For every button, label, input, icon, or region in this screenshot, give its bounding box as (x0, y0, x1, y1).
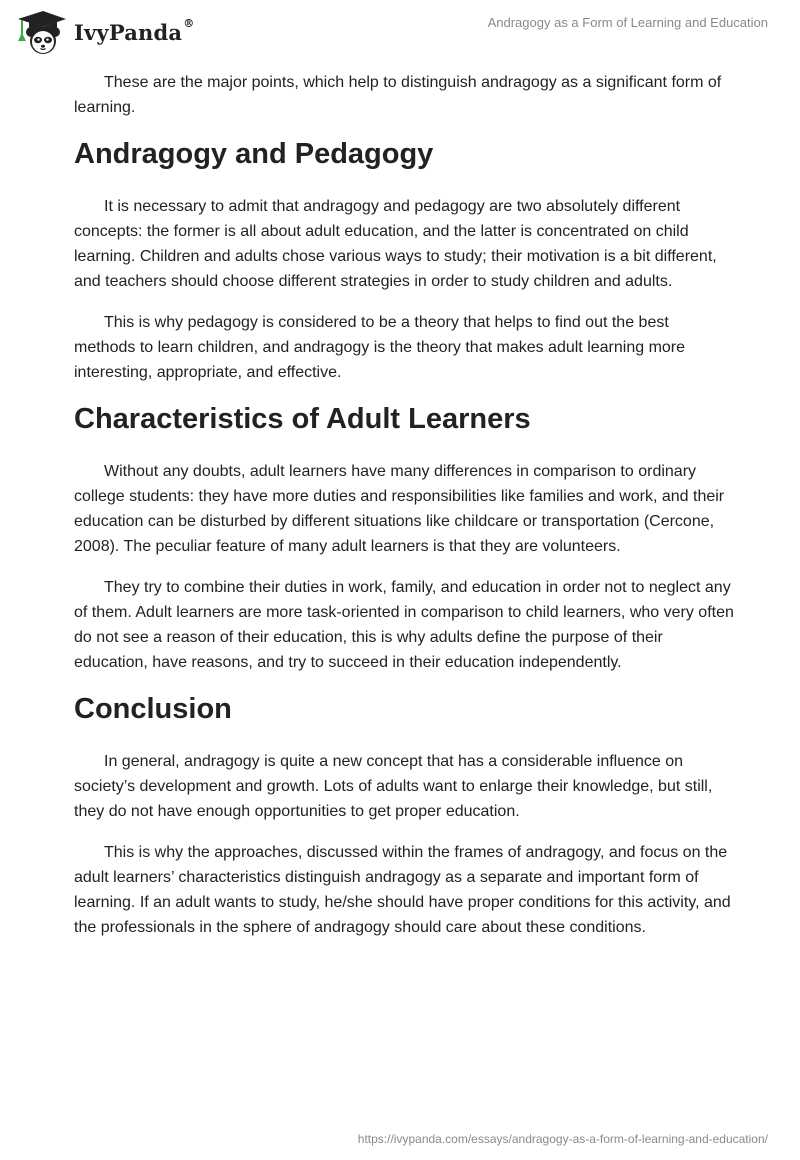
conclusion-paragraph-1: In general, andragogy is quite a new concept that has a considerable influence on society’s development and growth. Lots of adults want to enlarge their knowledge, but still, they do not have enough opportunities to get proper education. (74, 753, 713, 820)
panda-graduate-icon (12, 8, 68, 56)
heading-andragogy-and-pedagogy: Andragogy and Pedagogy (74, 138, 434, 170)
intro-paragraph: These are the major points, which help to distinguish andragogy as a significant form of learning. (74, 74, 722, 116)
page-header (0, 0, 800, 64)
source-url[interactable]: https://ivypanda.com/essays/andragogy-as-a-form-of-learning-and-education/ (357, 1132, 768, 1146)
ivypanda-logo[interactable] (12, 8, 194, 56)
conclusion-paragraph-2: This is why the approaches, discussed within the frames of andragogy, and focus on the adult learners’ characteristics distinguish andragogy as a separate and important form of learning. If an adult wants to study, he/she should have proper conditions for this activity, and the professionals in the sphere of andragogy should care about these conditions. (74, 844, 731, 936)
heading-conclusion: Conclusion (74, 693, 232, 725)
pedagogy-paragraph-1: It is necessary to admit that andragogy and pedagogy are two absolutely different concepts: the former is all about adult education, and the latter is concentrated on child learning. Children and adults chose various ways to study; their motivation is a bit different, and teachers should choose different strategies in order to study children and adults. (74, 198, 717, 290)
pedagogy-paragraph-2: This is why pedagogy is considered to be a theory that helps to find out the best methods to learn children, and andragogy is the theory that makes adult learning more interesting, appropriate, and effective. (74, 314, 686, 381)
heading-characteristics: Characteristics of Adult Learners (74, 403, 531, 435)
characteristics-paragraph-2: They try to combine their duties in work, family, and education in order not to neglect any of them. Adult learners are more task-oriented in comparison to child learners, who very often do not see a reason of their education, this is why adults define the purpose of their education, have reasons, and try to succeed in their education independently. (74, 579, 734, 671)
brand-name: IvyPanda (74, 19, 183, 45)
characteristics-paragraph-1: Without any doubts, adult learners have many differences in comparison to ordinary college students: they have more duties and responsibilities like families and work, and their education can be disturbed by different situations like childcare or transportation (Cercone, 2008). The peculiar feature of many adult learners is that they are volunteers. (74, 463, 725, 555)
essay-title-header: Andragogy as a Form of Learning and Education (487, 15, 768, 30)
essay-content (74, 70, 734, 956)
logo-wordmark (74, 16, 195, 45)
registered-mark: ® (183, 16, 195, 30)
